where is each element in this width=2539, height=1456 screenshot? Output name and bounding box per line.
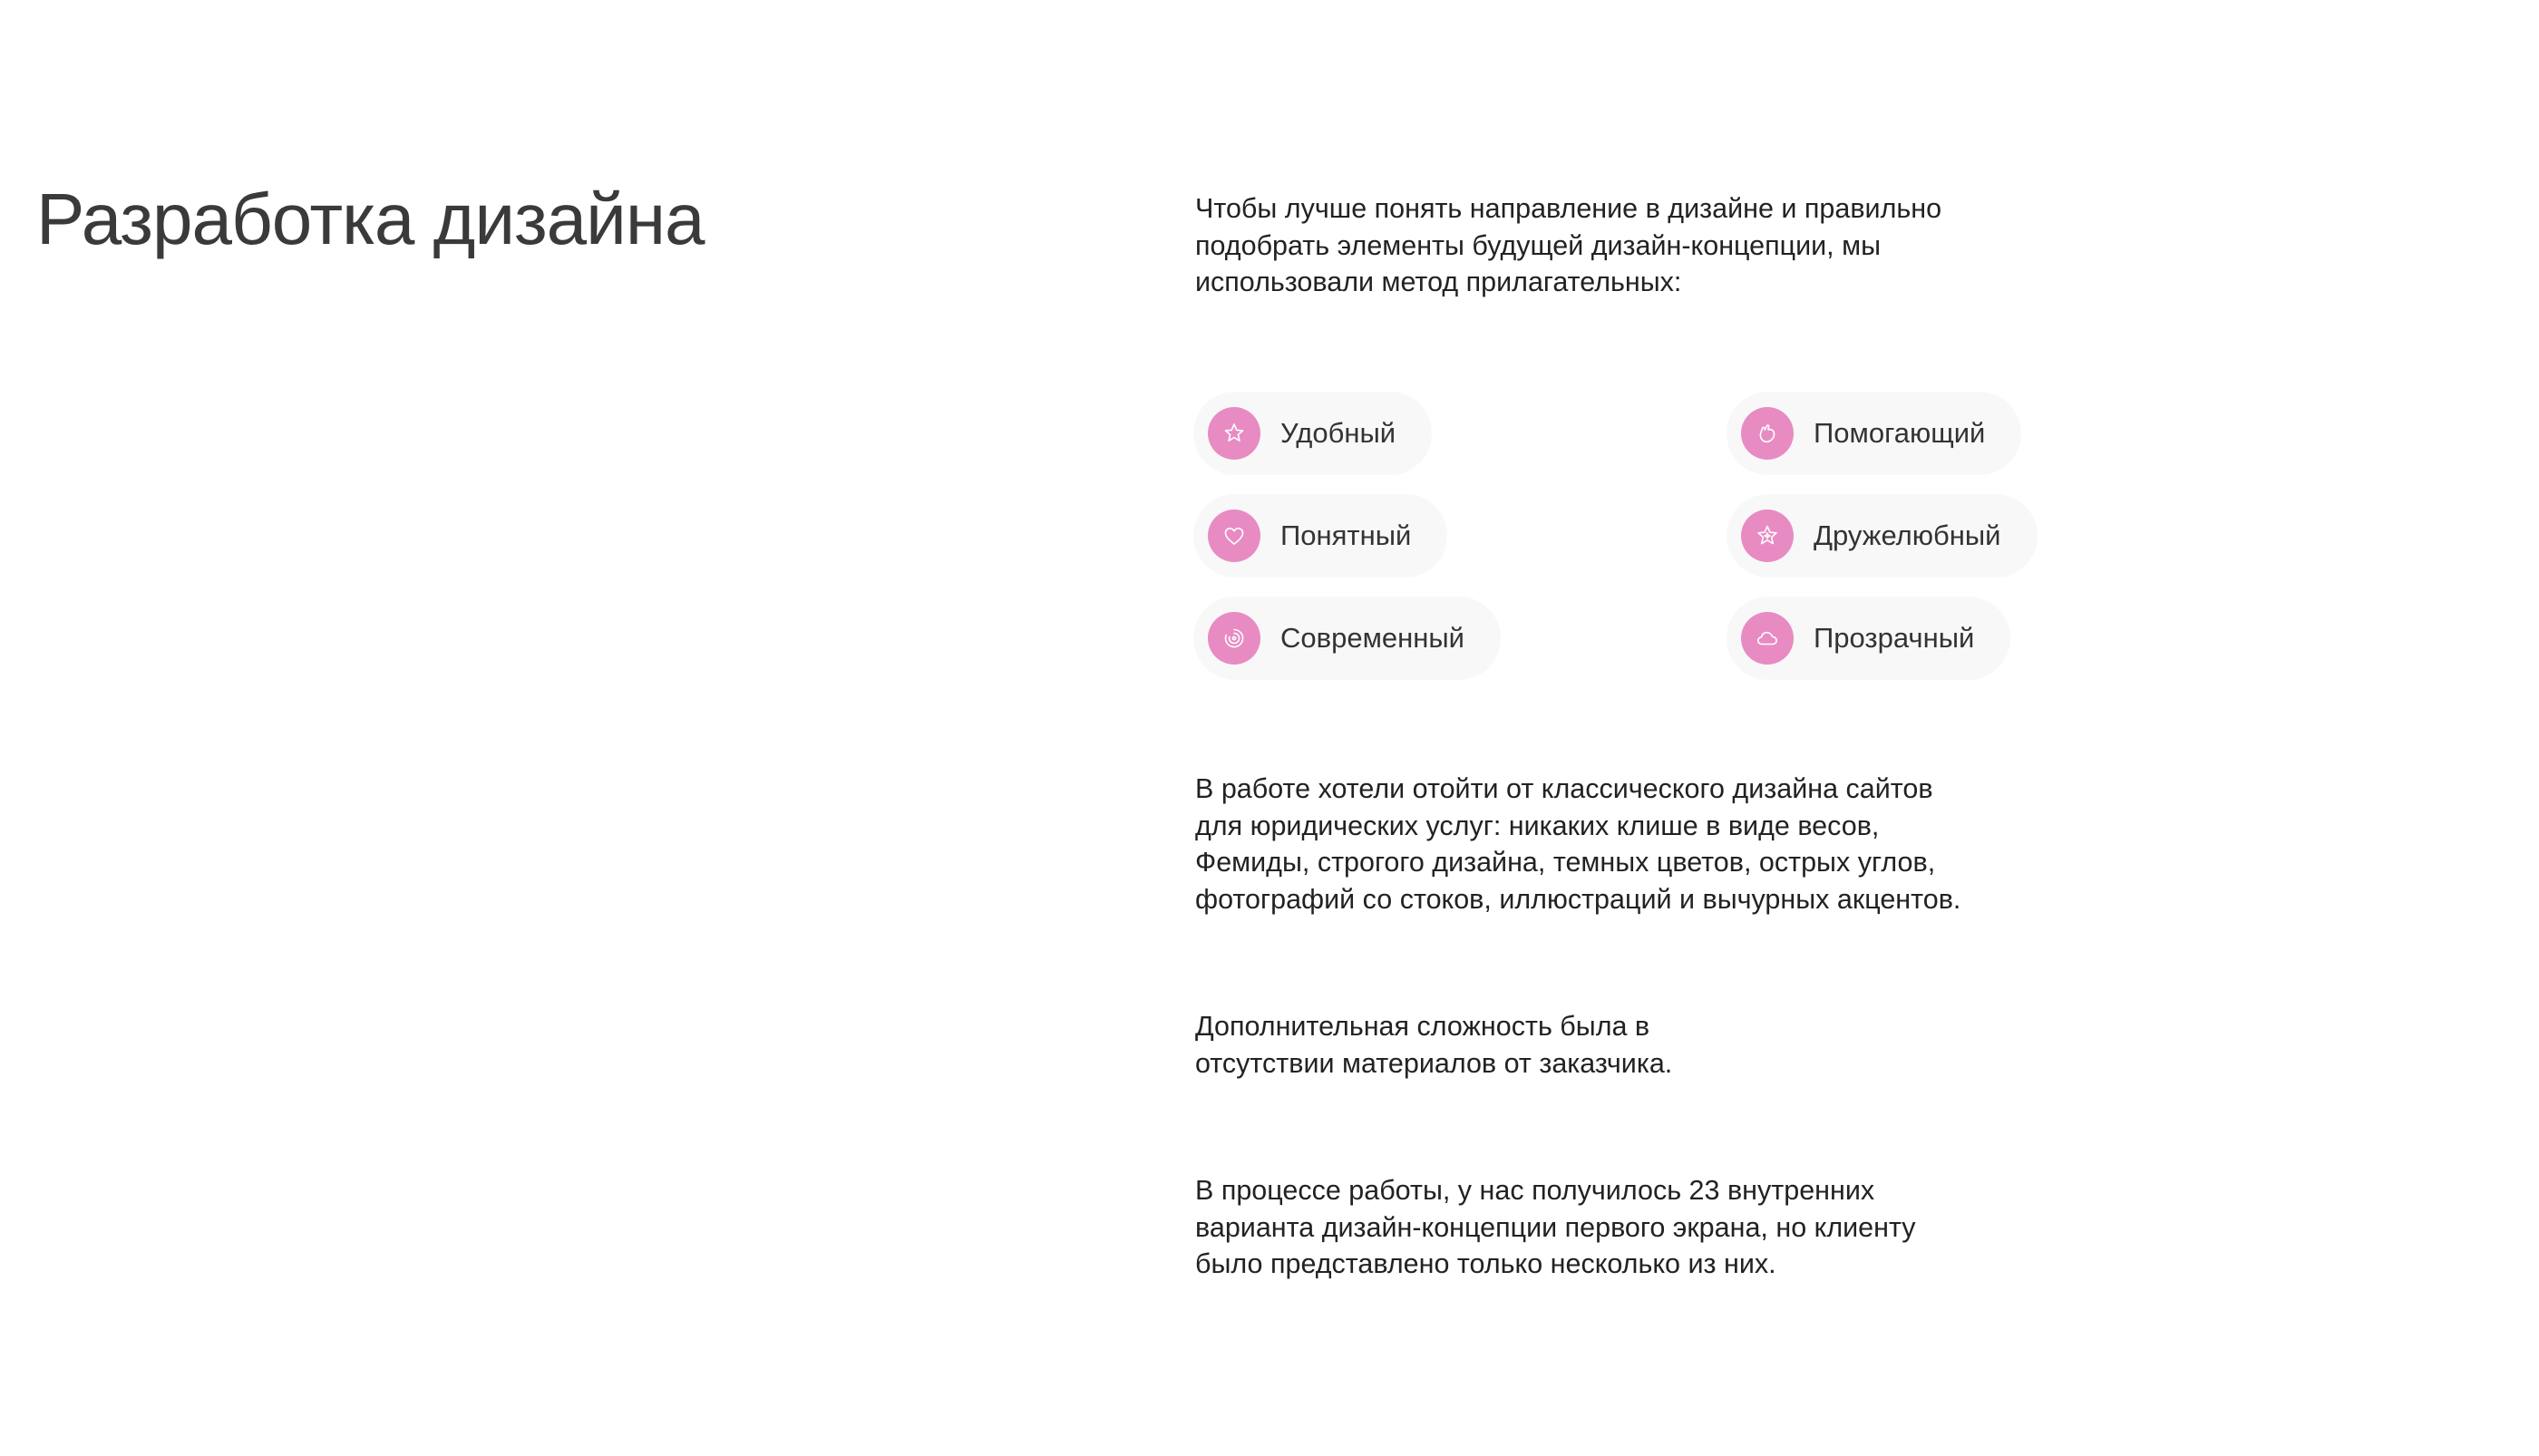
adjective-chips bbox=[1193, 392, 2100, 682]
adjective-label: Понятный bbox=[1280, 519, 1412, 551]
approach-paragraph: В работе хотели отойти от классического дизайна сайтов для юридических услуг: никаких клише в виде весов, Фемиды, строгого дизайна, темных цветов, острых углов, фотографий со стоков, иллюстраций и вычурных акцентов. bbox=[1195, 773, 1961, 915]
adjective-chip-helpful bbox=[1727, 392, 2021, 475]
heart-icon bbox=[1208, 510, 1260, 562]
adjective-label: Прозрачный bbox=[1814, 622, 1975, 654]
hand-icon bbox=[1741, 407, 1794, 460]
star-icon bbox=[1208, 407, 1260, 460]
swirl-icon bbox=[1208, 612, 1260, 665]
sparkle-star-icon bbox=[1741, 510, 1794, 562]
intro-paragraph: Чтобы лучше понять направление в дизайне и правильно подобрать элементы будущей дизайн-концепции, мы использовали метод прилагательных: bbox=[1195, 193, 1942, 297]
process-paragraph: В процессе работы, у нас получилось 23 внутренних варианта дизайн-концепции первого экрана, но клиенту было представлено только несколько из них. bbox=[1195, 1175, 1916, 1279]
adjective-chip-modern bbox=[1193, 597, 1501, 680]
adjective-chip-friendly bbox=[1727, 494, 2038, 578]
adjective-label: Помогающий bbox=[1814, 417, 1986, 449]
adjective-chip-clear bbox=[1193, 494, 1447, 578]
adjective-chip-convenient bbox=[1193, 392, 1432, 475]
adjective-label: Дружелюбный bbox=[1814, 519, 2001, 551]
page-title: Разработка дизайна bbox=[36, 179, 705, 259]
cloud-icon bbox=[1741, 612, 1794, 665]
adjective-chip-transparent bbox=[1727, 597, 2010, 680]
adjective-label: Современный bbox=[1280, 622, 1464, 654]
adjective-label: Удобный bbox=[1280, 417, 1396, 449]
difficulty-paragraph: Дополнительная сложность была в отсутствии материалов от заказчика. bbox=[1195, 1011, 1673, 1079]
